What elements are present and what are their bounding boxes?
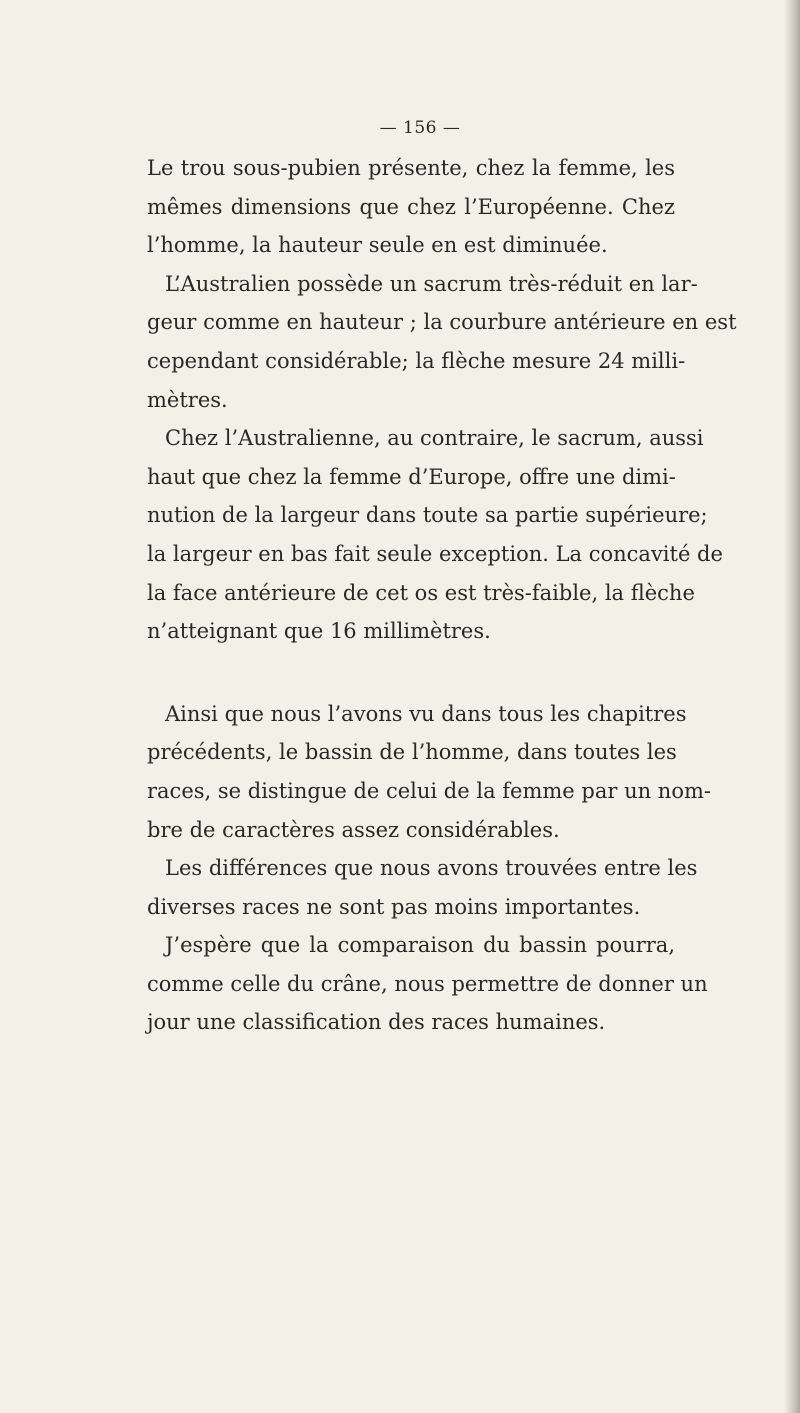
text-line: nution de la largeur dans toute sa partie supérieure; (147, 503, 708, 528)
text-line: J’espère que la comparaison du bassin pourra, (165, 933, 675, 958)
text-line: Chez l’Australienne, au contraire, le sacrum, aussi (165, 426, 704, 451)
text-line: haut que chez la femme d’Europe, offre une dimi- (147, 464, 676, 489)
text-line: mètres. (147, 387, 228, 412)
text-line: geur comme en hauteur ; la courbure antérieure en est (147, 310, 737, 335)
paragraph-gap (147, 651, 675, 695)
text-line: mêmes dimensions que chez l’Européenne. Chez (147, 194, 675, 219)
text-line: précédents, le bassin de l’homme, dans toutes les (147, 740, 677, 765)
page-number: — 156 — (379, 118, 461, 138)
text-line: bre de caractères assez considérables. (147, 817, 560, 842)
text-line: Ainsi que nous l’avons vu dans tous les chapitres (165, 701, 687, 726)
text-line: Les différences que nous avons trouvées entre les (165, 856, 698, 881)
text-line: la largeur en bas fait seule exception. La concavité de (147, 541, 723, 566)
text-line: cependant considérable; la flèche mesure 24 milli- (147, 348, 686, 373)
text-line: comme celle du crâne, nous permettre de donner un (147, 971, 708, 996)
text-line: la face antérieure de cet os est très-faible, la flèche (147, 580, 695, 605)
body-text (147, 149, 737, 1042)
text-line: races, se distingue de celui de la femme par un nom- (147, 778, 711, 803)
text-line: n’atteignant que 16 millimètres. (147, 619, 491, 644)
page-edge-shadow (784, 0, 800, 1413)
text-line: diverses races ne sont pas moins importantes. (147, 894, 641, 919)
text-line: L’Australien possède un sacrum très-réduit en lar- (165, 271, 698, 296)
text-line: Le trou sous-pubien présente, chez la femme, les (147, 156, 675, 180)
text-line: l’homme, la hauteur seule en est diminuée. (147, 233, 608, 258)
text-line: jour une classification des races humaines. (147, 1010, 606, 1035)
